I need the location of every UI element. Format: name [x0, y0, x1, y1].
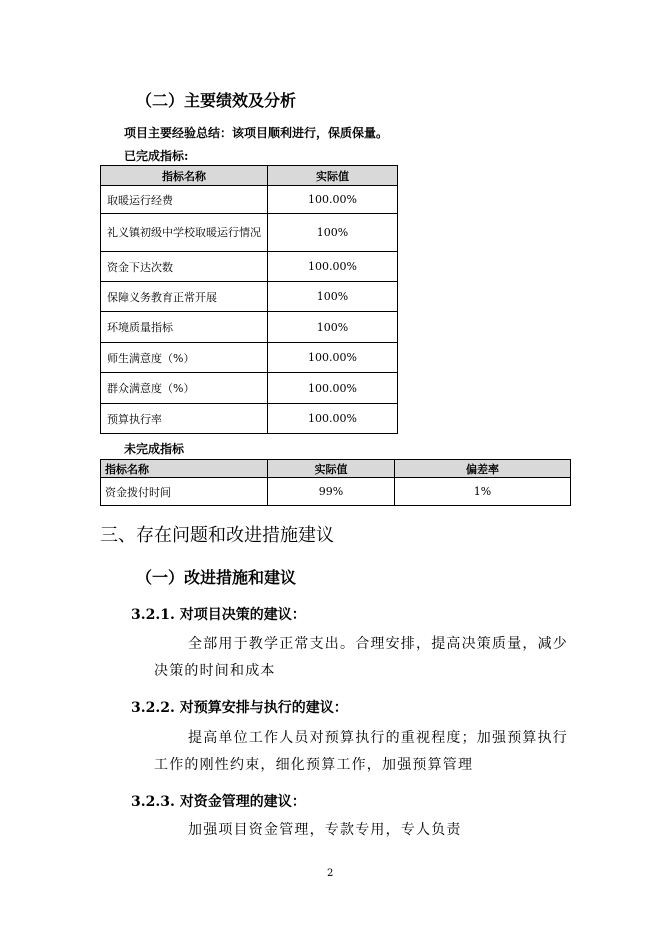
table-row	[101, 343, 398, 373]
indicator-value: 100.00%	[268, 186, 398, 214]
column-header-name: 指标名称	[101, 166, 268, 186]
column-header-value: 实际值	[268, 166, 398, 186]
indicator-value: 99%	[268, 478, 395, 506]
item-2-text: 提高单位工作人员对预算执行的重视程度；加强预算执行工作的刚性约束，细化预算工作，加强预算管理	[154, 730, 568, 773]
item-2-heading	[131, 697, 348, 717]
incomplete-indicators-table	[100, 459, 571, 506]
indicator-name: 预算执行率	[101, 404, 268, 434]
table-row	[101, 252, 398, 282]
table-row	[101, 404, 398, 434]
item-title: 对资金管理的建议：	[179, 794, 306, 810]
table-row	[101, 373, 398, 404]
indicator-value: 100%	[268, 282, 398, 312]
item-1-heading	[131, 604, 306, 624]
indicator-name: 取暖运行经费	[101, 186, 268, 214]
item-1-text: 全部用于教学正常支出。合理安排，提高决策质量，减少决策的时间和成本	[154, 636, 568, 679]
section-3-heading: 三、存在问题和改进措施建议	[100, 525, 334, 546]
completed-indicators-table	[100, 165, 398, 434]
page-number: 2	[327, 868, 334, 879]
item-number: 3.2.2.	[131, 700, 175, 716]
indicator-name: 礼义镇初级中学校取暖运行情况	[101, 214, 268, 252]
indicator-name: 资金下达次数	[101, 252, 268, 282]
indicator-value: 100.00%	[268, 404, 398, 434]
section-2-heading: （二）主要绩效及分析	[136, 91, 297, 110]
item-title: 对预算安排与执行的建议：	[179, 700, 348, 716]
indicator-name: 资金拨付时间	[101, 478, 268, 506]
indicator-name: 群众满意度（%）	[101, 373, 268, 404]
indicator-value: 100.00%	[268, 373, 398, 404]
item-title: 对项目决策的建议：	[179, 607, 306, 623]
table-row	[101, 282, 398, 312]
indicator-value: 100.00%	[268, 343, 398, 373]
indicator-value: 100.00%	[268, 252, 398, 282]
completed-label: 已完成指标:	[124, 149, 189, 163]
table-row	[101, 214, 398, 252]
item-3-text: 加强项目资金管理，专款专用，专人负责	[188, 822, 462, 838]
item-number: 3.2.3.	[131, 794, 175, 810]
table-row	[101, 186, 398, 214]
summary-line: 项目主要经验总结：该项目顺利进行，保质保量。	[124, 126, 389, 140]
indicator-name: 保障义务教育正常开展	[101, 282, 268, 312]
column-header-name: 指标名称	[101, 460, 268, 478]
indicator-deviation: 1%	[395, 478, 571, 506]
indicator-value: 100%	[268, 214, 398, 252]
indicator-name: 环境质量指标	[101, 312, 268, 343]
column-header-deviation: 偏差率	[395, 460, 571, 478]
indicator-name: 师生满意度（%）	[101, 343, 268, 373]
item-3-heading	[131, 791, 306, 811]
table-header-row	[101, 460, 571, 478]
table-header-row	[101, 166, 398, 186]
column-header-value: 实际值	[268, 460, 395, 478]
table-row	[101, 478, 571, 506]
incomplete-label: 未完成指标	[124, 442, 185, 456]
indicator-value: 100%	[268, 312, 398, 343]
item-number: 3.2.1.	[131, 607, 175, 623]
table-row	[101, 312, 398, 343]
subsection-1-heading: （一）改进措施和建议	[136, 568, 297, 587]
